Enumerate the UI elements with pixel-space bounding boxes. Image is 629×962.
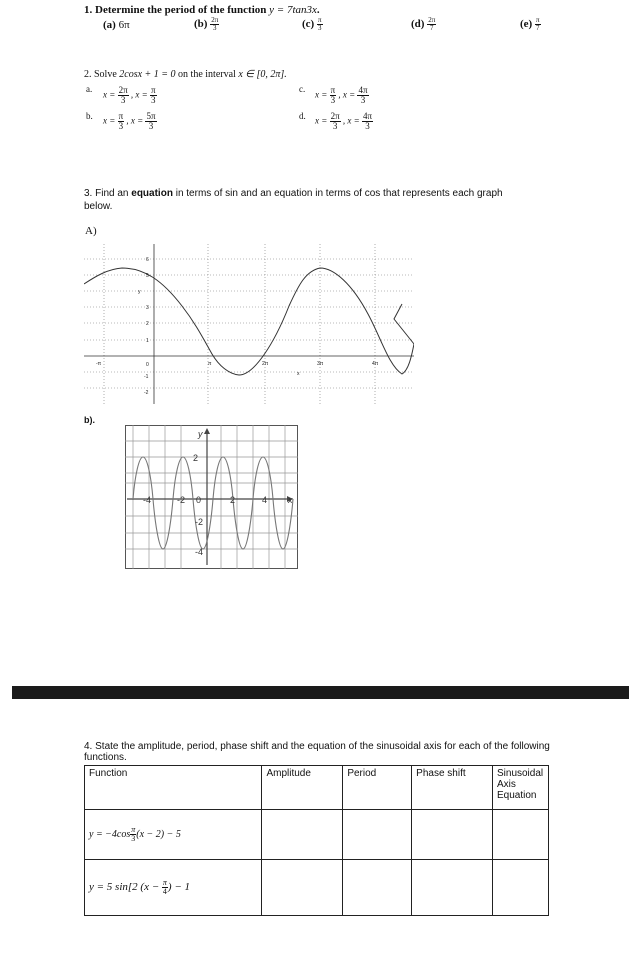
q4-function-pre: y = −4cos [89, 829, 131, 841]
q4-function-num: π [162, 878, 167, 887]
q2-num: π [330, 85, 336, 95]
q2-den: 3 [365, 121, 370, 131]
q4-function-pre: y = 5 sin[2 (x − [89, 881, 162, 894]
graph-b-y-tick: -2 [195, 517, 204, 527]
q2-text-b: on the interval [178, 69, 236, 80]
q4-function-num: π [131, 825, 136, 834]
q2-equation: 2cosx + 1 = 0 [119, 69, 176, 80]
q1-option-den: 3 [317, 24, 322, 32]
graph-b-x-tick: 0 [196, 495, 202, 505]
q4-header: Phase shift [412, 766, 493, 810]
q4-phase-shift-cell[interactable] [412, 810, 493, 860]
q4-function-cell [85, 860, 262, 916]
q1-function: y = 7tan3x [269, 4, 317, 16]
q3-bold-word: equation [131, 188, 173, 199]
q2-den: 3 [150, 95, 156, 105]
q2-den: 3 [120, 95, 126, 105]
q2-prompt [84, 69, 287, 80]
graph-b-y-tick: 2 [193, 453, 199, 463]
q1-prompt [84, 4, 320, 16]
q4-header: Sinusoidal Axis Equation [492, 766, 548, 810]
q4-axis-cell[interactable] [492, 810, 548, 860]
q2-number: 2. [84, 69, 92, 80]
q3-part-a-label: A) [85, 225, 97, 237]
q1-option-den: 7 [429, 24, 434, 32]
graph-b-x-tick: -4 [143, 495, 152, 505]
graph-a-x-tick: 2π [262, 361, 269, 367]
q3-number: 3. [84, 188, 93, 199]
graph-a [84, 244, 414, 404]
q2-den: 3 [118, 121, 124, 131]
graph-a-y-tick: 3 [146, 305, 149, 311]
q1-text: Determine the period of the function [95, 4, 267, 16]
q1-option-num: 2π [428, 16, 436, 24]
q1-option-label: (b) [194, 18, 208, 31]
graph-a-y-tick: y [138, 289, 141, 295]
graph-a-y-tick: 2 [146, 321, 149, 327]
q2-den: 3 [332, 121, 338, 131]
q4-prompt [84, 741, 554, 763]
page-separator [12, 686, 629, 699]
q2-num: 4π [358, 85, 368, 95]
q2-option-label: d. [299, 111, 306, 121]
graph-a-y-tick: 5 [146, 273, 149, 279]
graph-b-frame [126, 426, 298, 569]
q2-option-c-values: x = $\frac{\pi}{3}$ , x = $\frac{4\pi}{3}$ [315, 85, 368, 105]
q4-function-post: (x − 2) − 5 [136, 829, 181, 841]
q1-option-label: (c) [302, 18, 315, 31]
graph-b [125, 425, 298, 569]
graph-b-x-tick: 2 [230, 495, 236, 505]
q1-option-label: (e) [520, 18, 533, 31]
graph-b-x-tick: -2 [177, 495, 186, 505]
q2-den: 3 [148, 121, 154, 131]
q3-text-2: in terms of sin and an equation in terms of cos that represents each graph [175, 188, 503, 199]
graph-a-y-tick: -2 [144, 390, 149, 396]
q2-den: 3 [360, 95, 366, 105]
q2-option-b-values: x = $\frac{\pi}{3}$ , x = $\frac{5\pi}{3}$ [103, 111, 156, 131]
q2-option-label: c. [299, 84, 306, 94]
q4-amplitude-cell[interactable] [262, 860, 343, 916]
q2-den: 3 [330, 95, 336, 105]
graph-b-x-tick: 4 [262, 495, 268, 505]
q4-amplitude-cell[interactable] [262, 810, 343, 860]
q1-option-num: π [317, 16, 322, 24]
graph-b-y-tick: -4 [195, 547, 204, 557]
q2-text-a: Solve [94, 69, 117, 80]
q2-option-d[interactable] [299, 111, 306, 121]
graph-a-x-tick: -π [96, 361, 102, 367]
q2-num: π [150, 85, 156, 95]
q2-option-a[interactable] [86, 84, 92, 94]
graph-b-x-label: x [288, 495, 293, 505]
q1-number: 1. [84, 4, 93, 16]
q2-option-d-values: x = $\frac{2\pi}{3}$ , x = $\frac{4\pi}{3}$ [315, 111, 372, 131]
graph-a-y-tick: -1 [144, 374, 149, 380]
graph-a-curve [84, 268, 414, 375]
q1-option-c[interactable] [302, 17, 323, 32]
q4-function-post: ) − 1 [167, 881, 191, 894]
q4-table [84, 765, 549, 916]
q4-phase-shift-cell[interactable] [412, 860, 493, 916]
q3-text-3: below. [84, 201, 113, 212]
q3-part-b-label: b). [84, 415, 95, 425]
q2-option-label: a. [86, 84, 93, 94]
q4-function-cell [85, 810, 262, 860]
graph-a-y-tick: 6 [146, 257, 149, 263]
graph-a-y-tick: 0 [146, 362, 149, 368]
q2-option-c[interactable] [299, 84, 305, 94]
graph-a-x-tick: 4π [372, 361, 379, 367]
q4-text: State the amplitude, period, phase shift and the equation of the sinusoidal axis for each of the following functions. [84, 741, 550, 763]
table-row [85, 860, 549, 916]
graph-a-grid [84, 244, 414, 404]
q2-num: 4π [362, 111, 372, 121]
q4-function-den: 4 [162, 887, 167, 896]
q1-option-num: π [535, 16, 540, 24]
q2-interval: x ∈ [0, 2π]. [238, 69, 287, 80]
q2-num: 2π [330, 111, 340, 121]
q4-period-cell[interactable] [343, 810, 412, 860]
graph-a-x-tick: 3π [317, 361, 324, 367]
q1-suffix: . [316, 4, 320, 16]
q1-option-d[interactable] [411, 17, 436, 32]
q3-text-1: Find an [95, 188, 129, 199]
q1-option-b[interactable] [194, 17, 219, 32]
q4-number: 4. [84, 741, 93, 752]
q1-option-den: 3 [212, 24, 217, 32]
q2-num: 2π [118, 85, 128, 95]
q2-option-a-values: x = $\frac{2\pi}{3}$ , x = $\frac{\pi}{3}$ [103, 85, 156, 105]
q1-option-num: 2π [211, 16, 219, 24]
q1-option-a[interactable] [103, 19, 130, 31]
q2-num: π [118, 111, 124, 121]
table-row [85, 810, 549, 860]
q1-option-e[interactable] [520, 17, 541, 32]
q4-axis-cell[interactable] [492, 860, 548, 916]
q4-function-den: 3 [131, 834, 136, 843]
q3-prompt [84, 187, 604, 213]
q4-header: Function [85, 766, 262, 810]
q4-header: Period [343, 766, 412, 810]
graph-a-x-tick: π [208, 361, 212, 367]
q2-option-b[interactable] [86, 111, 93, 121]
q4-header: Amplitude [262, 766, 343, 810]
q1-option-value: 6π [118, 19, 130, 31]
q2-option-label: b. [86, 111, 93, 121]
q1-option-den: 7 [535, 24, 540, 32]
graph-b-y-label: y [198, 429, 203, 439]
q4-header-row [85, 766, 549, 810]
q1-option-label: (a) [103, 19, 116, 31]
q4-period-cell[interactable] [343, 860, 412, 916]
q1-option-label: (d) [411, 18, 425, 31]
graph-a-x-tick: x [297, 371, 300, 377]
q2-num: 5π [146, 111, 156, 121]
graph-a-y-tick: 1 [146, 338, 149, 344]
